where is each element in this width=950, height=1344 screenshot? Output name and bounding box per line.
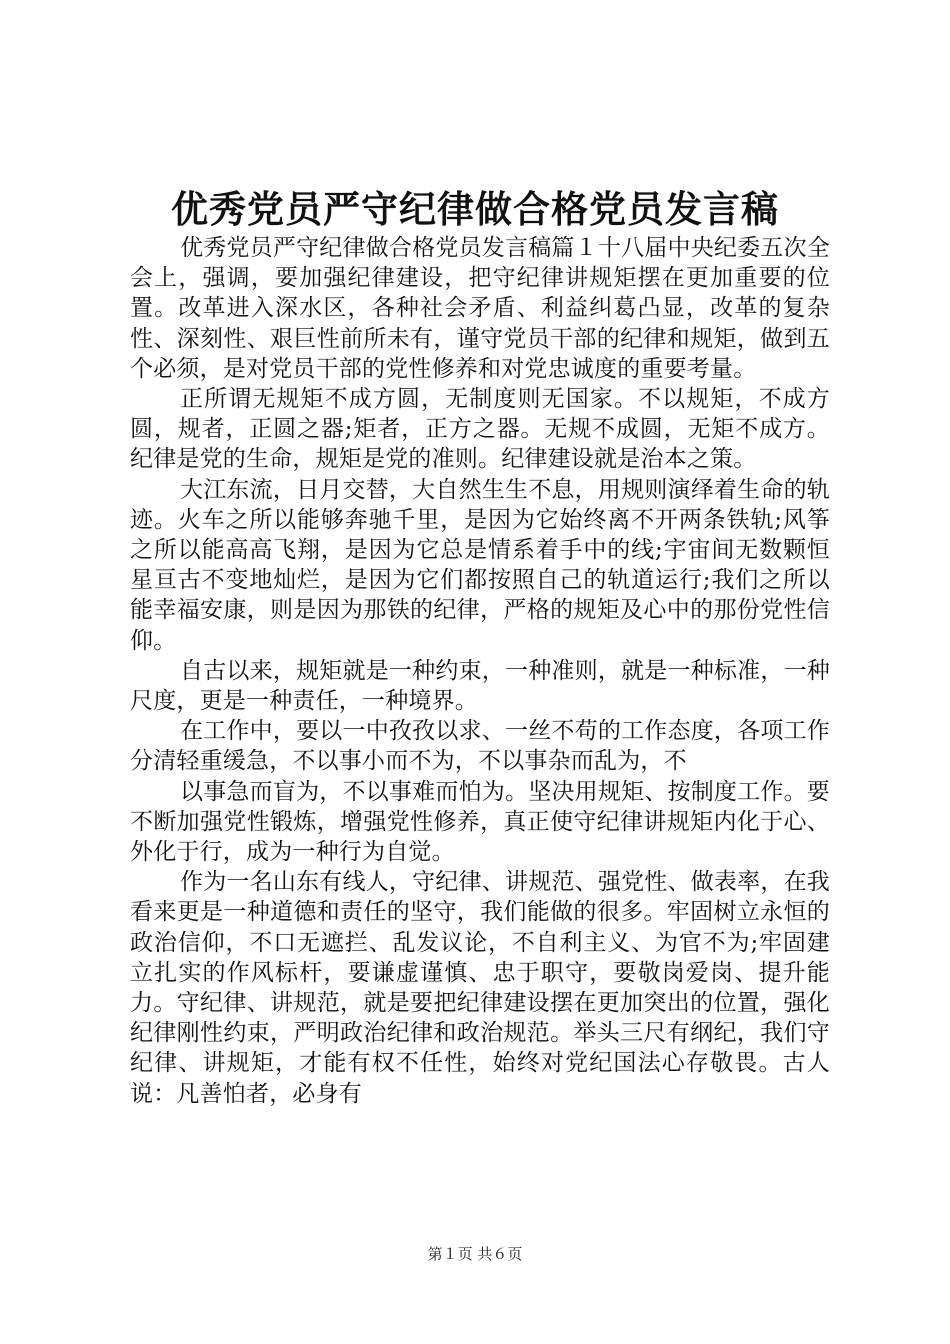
page-footer: 第１页 共６页 [427,1245,523,1263]
document-title: 优秀党员严守纪律做合格党员发言稿 [171,187,779,231]
paragraph-5: 在工作中，要以一中孜孜以求、一丝不苟的工作态度，各项工作分清轻重缓急，不以事小而不为，不以事杂而乱为，不 [130,718,830,775]
paragraph-4: 自古以来，规矩就是一种约束，一种准则，就是一种标准，一种尺度，更是一种责任，一种境界。 [130,657,830,715]
paragraph-7: 作为一名山东有线人，守纪律、讲规范、强党性、做表率，在我看来更是一种道德和责任的坚守，我们能做的很多。牢固树立永恒的政治信仰，不口无遮拦、乱发议论，不自利主义、为官不为;牢固建立扎实的作风标杆，要谦虚谨慎、忠于职守，要敬岗爱岗、提升能力。守纪律、讲规范，就是要把纪律建设摆在更加突出的位置，强化纪律刚性约束，严明政治纪律和政治规范。举头三尺有纲纪，我们守纪律、讲规矩，才能有权不任性，始终对党纪国法心存敬畏。古人说：凡善怕者，必身有 [130,869,830,1107]
paragraph-6: 以事急而盲为，不以事难而怕为。坚决用规矩、按制度工作。要不断加强党性锻炼，增强党性修养，真正使守纪律讲规矩内化于心、外化于行，成为一种行为自觉。 [130,778,830,866]
document-body [130,233,830,1109]
paragraph-3: 大江东流，日月交替，大自然生生不息，用规则演绎着生命的轨迹。火车之所以能够奔驰千里，是因为它始终离不开两条铁轨;风筝之所以能高高飞翔，是因为它总是情系着手中的线;宇宙间无数颗恒星亘古不变地灿烂，是因为它们都按照自己的轨道运行;我们之所以能幸福安康，则是因为那铁的纪律，严格的规矩及心中的那份党性信仰。 [130,476,830,654]
paragraph-2: 正所谓无规矩不成方圆，无制度则无国家。不以规矩，不成方圆，规者，正圆之器;矩者，正方之器。无规不成圆，无矩不成方。纪律是党的生命，规矩是党的准则。纪律建设就是治本之策。 [130,386,830,473]
paragraph-1: 优秀党员严守纪律做合格党员发言稿篇１十八届中央纪委五次全会上，强调，要加强纪律建设，把守纪律讲规矩摆在更加重要的位置。改革进入深水区，各种社会矛盾、利益纠葛凸显，改革的复杂性、深刻性、艰巨性前所未有，谨守党员干部的纪律和规矩，做到五个必须，是对党员干部的党性修养和对党忠诚度的重要考量。 [130,235,830,382]
